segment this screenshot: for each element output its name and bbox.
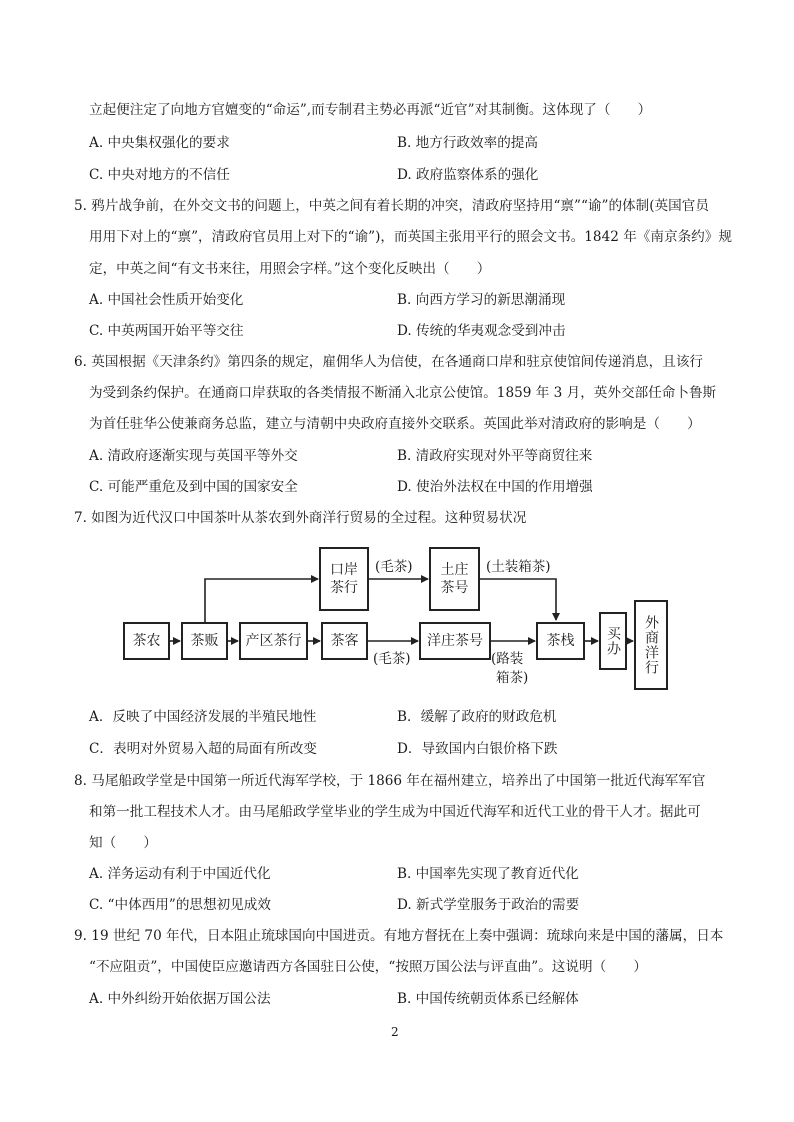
q6-stem-line-1: 6. 英国根据《天津条约》第四条的规定，雇佣华人为信使，在各通商口岸和驻京使馆间传递消息，且该行 <box>74 354 704 370</box>
box-kouan-chahang <box>319 547 369 611</box>
box-chazhan: 茶栈 <box>536 622 585 660</box>
q7-option-d[interactable]: D．导致国内白银价格下跌 <box>397 741 558 757</box>
q5-option-c[interactable]: C. 中英两国开始平等交往 <box>89 323 244 339</box>
box-tuzhuang-line-2: 茶号 <box>440 580 469 596</box>
q8-option-b[interactable]: B. 中国率先实现了教育近代化 <box>397 866 579 882</box>
label-luzhuang-line-2: 箱茶) <box>496 670 529 686</box>
box-kouan-line-1: 口岸 <box>330 562 358 578</box>
q4-option-a[interactable]: A. 中央集权强化的要求 <box>89 135 230 151</box>
q6-option-b[interactable]: B. 清政府实现对外平等商贸往来 <box>397 448 593 464</box>
q5-stem-line-2: 用用下对上的“禀”，清政府官员用上对下的“谕”)，而英国主张用平行的照会文书。1842 年《南京条约》规 <box>89 229 732 245</box>
box-tuzhuang-line-1: 土庄 <box>440 562 469 578</box>
q5-option-d[interactable]: D. 传统的华夷观念受到冲击 <box>397 323 566 339</box>
q6-option-d[interactable]: D. 使治外法权在中国的作用增强 <box>397 479 593 495</box>
q4-option-b[interactable]: B. 地方行政效率的提高 <box>397 135 538 151</box>
q9-stem-line-2: “不应阻贡”，中国使臣应邀请西方各国驻日公使，“按照万国公法与评直曲”。这说明（ ） <box>89 959 647 975</box>
q9-option-a[interactable]: A. 中外纠纷开始依据万国公法 <box>89 991 271 1007</box>
label-maocha-bottom: (毛茶) <box>373 651 411 667</box>
q8-option-c[interactable]: C. “中体西用”的思想初见成效 <box>89 897 271 913</box>
box-chafan: 茶贩 <box>181 622 228 660</box>
page-number: 2 <box>391 1025 399 1039</box>
q7-option-c[interactable]: C．表明对外贸易入超的局面有所改变 <box>89 741 317 757</box>
box-chanqu-chahang: 产区茶行 <box>239 622 308 660</box>
label-luzhuang-line-1: (路装 <box>491 651 524 667</box>
q4-option-d[interactable]: D. 政府监察体系的强化 <box>397 167 539 183</box>
q8-stem-line-1: 8. 马尾船政学堂是中国第一所近代海军学校，于 1866 年在福州建立，培养出了中国第一批近代海军军官 <box>74 773 706 789</box>
arrow-tuzhuang-chazhan <box>480 579 556 620</box>
q8-option-d[interactable]: D. 新式学堂服务于政治的需要 <box>397 897 580 913</box>
q7-stem-line-1: 7. 如图为近代汉口中国茶叶从茶农到外商洋行贸易的全过程。这种贸易状况 <box>74 510 527 526</box>
q8-option-a[interactable]: A. 洋务运动有利于中国近代化 <box>89 866 271 882</box>
box-kouan-line-2: 茶行 <box>330 580 358 596</box>
q8-stem-line-3: 知（ ） <box>89 835 157 851</box>
q9-stem-line-1: 9. 19 世纪 70 年代，日本阻止琉球国向中国进贡。有地方督抚在上奏中强调：琉球向来是中国的藩属，日本 <box>74 928 724 944</box>
q6-stem-line-2: 为受到条约保护。在通商口岸获取的各类情报不断涌入北京公使馆。1859 年 3 月，英外交部任命卜鲁斯 <box>89 385 717 401</box>
q7-option-a[interactable]: A．反映了中国经济发展的半殖民地性 <box>89 709 317 725</box>
box-tuzhuang-chahao <box>429 547 480 611</box>
q7-option-b[interactable]: B．缓解了政府的财政危机 <box>397 709 557 725</box>
label-maocha-top: (毛茶) <box>375 559 413 575</box>
q5-option-b[interactable]: B. 向西方学习的新思潮涌现 <box>397 292 566 308</box>
box-yangzhuang-chahao: 洋庄茶号 <box>419 622 491 660</box>
q6-option-a[interactable]: A. 清政府逐渐实现与英国平等外交 <box>89 448 298 464</box>
q8-stem-line-2: 和第一批工程技术人才。由马尾船政学堂毕业的学生成为中国近代海军和近代工业的骨干人才。据此可 <box>89 804 701 820</box>
q9-option-b[interactable]: B. 中国传统朝贡体系已经解体 <box>397 991 579 1007</box>
box-maiban: 买办 <box>599 612 627 670</box>
q5-option-a[interactable]: A. 中国社会性质开始变化 <box>89 292 244 308</box>
box-chake: 茶客 <box>321 622 368 660</box>
box-chanong: 茶农 <box>123 622 170 660</box>
q4-stem-continued: 立起便注定了向地方官嬗变的“命运”,而专制君主势必再派“近官”对其制衡。这体现了（ ） <box>89 102 652 118</box>
q4-option-c[interactable]: C. 中央对地方的不信任 <box>89 167 230 183</box>
q6-option-c[interactable]: C. 可能严重危及到中国的国家安全 <box>89 479 298 495</box>
box-waishang-yanghang: 外商洋行 <box>634 600 668 690</box>
q6-stem-line-3: 为首任驻华公使兼商务总监，建立与清朝中央政府直接外交联系。英国此举对清政府的影响是（ ） <box>89 416 701 432</box>
arrow-chafan-kouan <box>205 579 318 622</box>
q5-stem-line-3: 定，中英之间“有文书来往，用照会字样。”这个变化反映出（ ） <box>89 261 491 277</box>
q5-stem-line-1: 5. 鸦片战争前，在外交文书的问题上，中英之间有着长期的冲突，清政府坚持用“禀”“谕”的体制(英国官员 <box>74 198 709 214</box>
label-tuzhuang-xiangcha: (土装箱茶) <box>486 559 551 575</box>
